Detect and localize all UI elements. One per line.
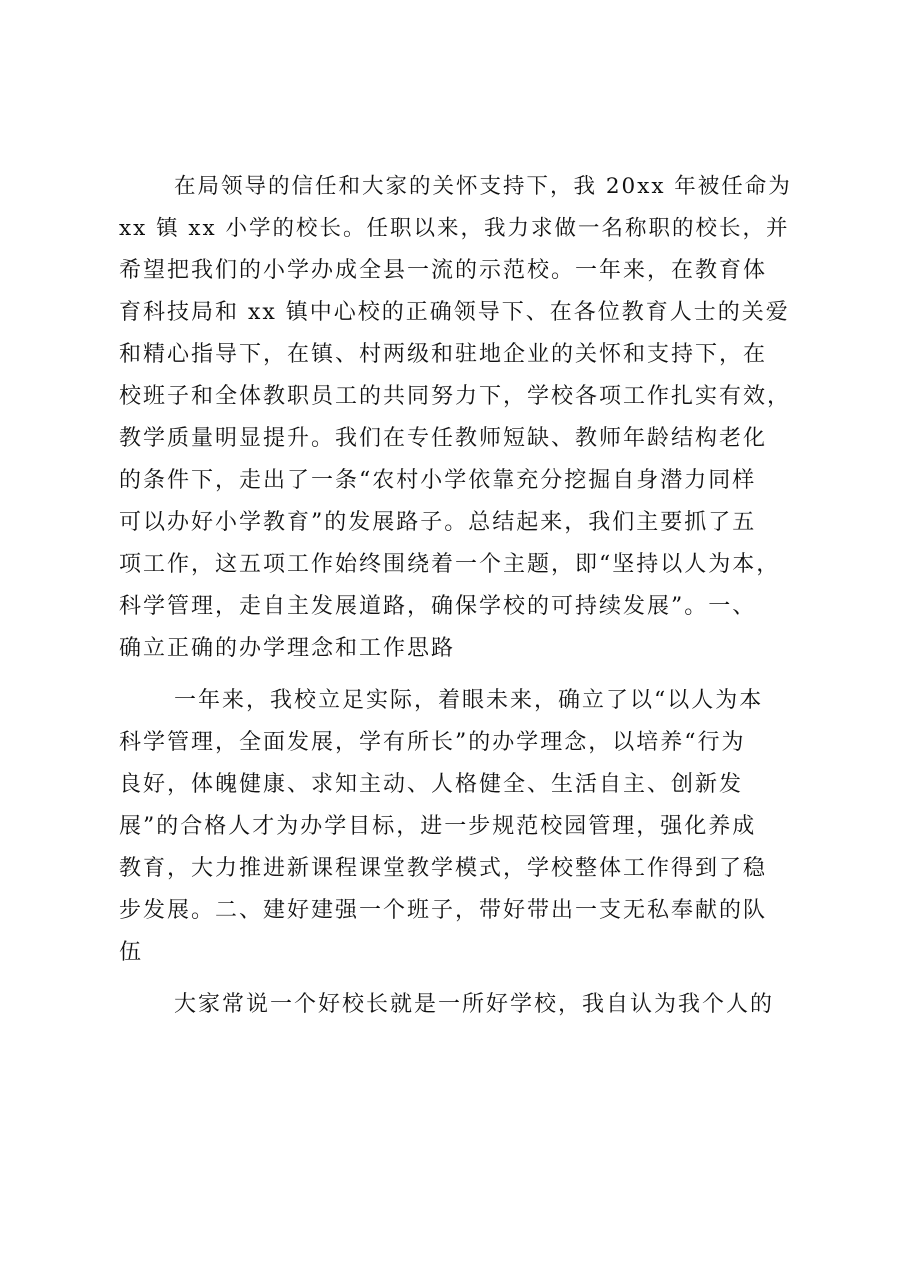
paragraph-line: 校班子和全体教职员工的共同努力下，学校各项工作扎实有效， (119, 384, 792, 409)
paragraph-line: 科学管理，走自主发展道路，确保学校的可持续发展”。一、 (119, 594, 757, 619)
paragraph-line: 在局领导的信任和大家的关怀支持下，我 20xx 年被任命为 (174, 174, 792, 199)
paragraph-1 (119, 166, 799, 670)
paragraph-line: 育科技局和 xx 镇中心校的正确领导下、在各位教育人士的关爱 (119, 300, 790, 325)
paragraph-2 (119, 680, 799, 974)
paragraph-line: 项工作，这五项工作始终围绕着一个主题，即“坚持以人为本， (119, 552, 781, 577)
paragraph-line: 科学管理，全面发展，学有所长”的办学理念，以培养“行为 (119, 730, 746, 755)
paragraph-line: 希望把我们的小学办成全县一流的示范校。一年来，在教育体 (119, 258, 768, 283)
paragraph-line: 一年来，我校立足实际，着眼未来，确立了以“以人为本 (174, 688, 764, 713)
document-body (119, 166, 799, 1026)
paragraph-line: 展”的合格人才为办学目标，进一步规范校园管理，强化养成 (119, 814, 757, 839)
paragraph-line: 确立正确的办学理念和工作思路 (119, 636, 456, 661)
paragraph-line: 教学质量明显提升。我们在专任教师短缺、教师年龄结构老化 (119, 426, 768, 451)
paragraph-line: 教育，大力推进新课程课堂教学模式，学校整体工作得到了稳 (119, 856, 768, 881)
paragraph-line: 大家常说一个好校长就是一所好学校，我自认为我个人的 (174, 992, 775, 1017)
paragraph-line: 良好，体魄健康、求知主动、人格健全、生活自主、创新发 (119, 772, 744, 797)
paragraph-line: 步发展。二、建好建强一个班子，带好带出一支无私奉献的队 (119, 898, 768, 923)
paragraph-3 (119, 984, 799, 1026)
paragraph-line: 可以办好小学教育”的发展路子。总结起来，我们主要抓了五 (119, 510, 757, 535)
paragraph-line: xx 镇 xx 小学的校长。任职以来，我力求做一名称职的校长，并 (119, 216, 790, 241)
paragraph-line: 的条件下，走出了一条“农村小学依靠充分挖掘自身潜力同样 (119, 468, 757, 493)
paragraph-line: 伍 (119, 940, 144, 965)
paragraph-line: 和精心指导下，在镇、村两级和驻地企业的关怀和支持下，在 (119, 342, 768, 367)
